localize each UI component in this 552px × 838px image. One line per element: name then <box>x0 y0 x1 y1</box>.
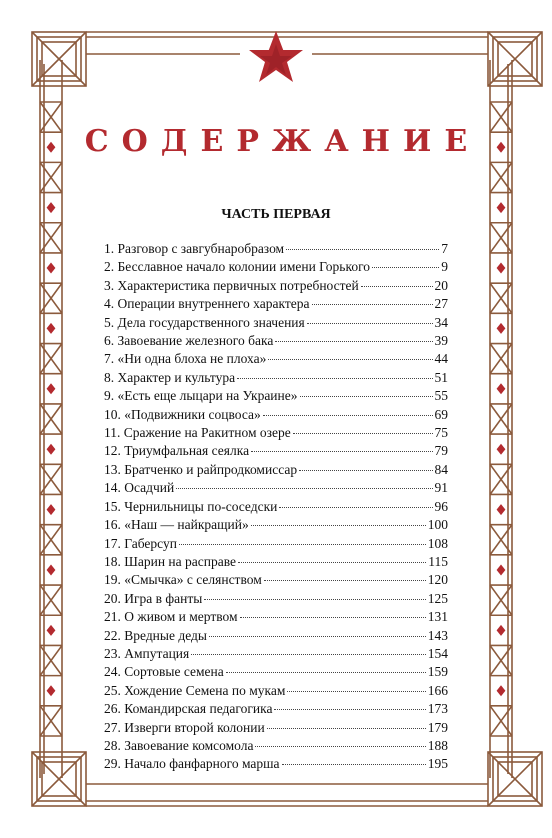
toc-entry-title: 18. Шарин на расправе <box>104 553 237 569</box>
toc-entry-page: 27 <box>434 296 448 312</box>
toc-entry-title: 26. Командирская педагогика <box>104 701 273 717</box>
toc-entry-title: 27. Изверги второй колонии <box>104 719 265 735</box>
toc-entry[interactable] <box>104 442 448 460</box>
toc-entry-title: 10. «Подвижники соцвоса» <box>104 406 261 422</box>
toc-entry-title: 12. Триумфальная сеялка <box>104 443 250 459</box>
toc-entry-page: 173 <box>427 701 448 717</box>
toc-entry[interactable] <box>104 332 448 350</box>
diamond-ornament <box>47 444 56 455</box>
toc-entry-page: 84 <box>434 461 448 477</box>
toc-entry[interactable] <box>104 314 448 332</box>
toc-entry-title: 24. Сортовые семена <box>104 664 224 680</box>
toc-entry-page: 154 <box>427 645 448 661</box>
toc-entry-page: 166 <box>427 682 448 698</box>
toc-entry[interactable] <box>104 369 448 387</box>
toc-entry[interactable] <box>104 627 448 645</box>
dot-leader <box>255 746 425 747</box>
toc-entry-page: 188 <box>427 737 448 753</box>
toc-entry[interactable] <box>104 277 448 295</box>
toc-entry[interactable] <box>104 608 448 626</box>
diamond-ornament <box>497 383 506 394</box>
toc-entry-page: 131 <box>427 609 448 625</box>
dot-leader <box>264 580 426 581</box>
dot-leader <box>226 672 426 673</box>
toc-entry[interactable] <box>104 719 448 737</box>
dot-leader <box>204 599 425 600</box>
toc-entry[interactable] <box>104 258 448 276</box>
toc-entry-title: 15. Чернильницы по-соседски <box>104 498 278 514</box>
toc-entry[interactable] <box>104 553 448 571</box>
toc-entry-title: 7. «Ни одна блоха не плоха» <box>104 351 267 367</box>
toc-entry-title: 29. Начало фанфарного марша <box>104 756 280 772</box>
toc-entry[interactable] <box>104 645 448 663</box>
diamond-ornament <box>497 625 506 636</box>
toc-entry-title: 8. Характер и культура <box>104 369 236 385</box>
diamond-ornament <box>497 444 506 455</box>
dot-leader <box>299 470 432 471</box>
toc-entry[interactable] <box>104 461 448 479</box>
diamond-ornament <box>47 323 56 334</box>
toc-entry-title: 2. Бесславное начало колонии имени Горького <box>104 259 371 275</box>
toc-entry[interactable] <box>104 424 448 442</box>
dot-leader <box>176 488 432 489</box>
toc-entry-title: 22. Вредные деды <box>104 627 207 643</box>
toc-entry-title: 28. Завоевание комсомола <box>104 737 254 753</box>
dot-leader <box>300 396 433 397</box>
toc-entry-title: 1. Разговор с завгубнаробразом <box>104 241 285 256</box>
toc-entry-page: 125 <box>427 590 448 606</box>
dot-leader <box>267 728 426 729</box>
diamond-ornament <box>47 504 56 515</box>
toc-entry-page: 100 <box>427 517 448 533</box>
toc-entry-title: 25. Хождение Семена по мукам <box>104 682 286 698</box>
toc-entry-title: 13. Братченко и райпродкомиссар <box>104 461 298 477</box>
toc-entry-title: 21. О живом и мертвом <box>104 609 238 625</box>
table-of-contents <box>104 240 448 774</box>
dot-leader <box>237 378 432 379</box>
diamond-ornament <box>47 685 56 696</box>
toc-entry-page: 34 <box>434 314 448 330</box>
toc-entry[interactable] <box>104 295 448 313</box>
dot-leader <box>251 451 432 452</box>
diamond-ornament <box>497 564 506 575</box>
toc-entry-title: 17. Габерсуп <box>104 535 177 551</box>
toc-entry-title: 16. «Наш — найкращий» <box>104 517 249 533</box>
toc-entry-title: 11. Сражение на Ракитном озере <box>104 425 291 441</box>
toc-entry[interactable] <box>104 755 448 773</box>
toc-entry-page: 20 <box>434 277 448 293</box>
toc-entry-page: 55 <box>434 388 448 404</box>
toc-entry[interactable] <box>104 535 448 553</box>
dot-leader <box>286 249 439 250</box>
toc-entry[interactable] <box>104 516 448 534</box>
toc-entry-page: 69 <box>434 406 448 422</box>
toc-entry-title: 6. Завоевание железного бака <box>104 333 274 349</box>
toc-entry-title: 3. Характеристика первичных потребностей <box>104 277 359 293</box>
dot-leader <box>209 636 426 637</box>
toc-entry-page: 7 <box>441 241 448 256</box>
dot-leader <box>279 507 432 508</box>
diamond-ornament <box>497 323 506 334</box>
dot-leader <box>293 433 433 434</box>
dot-leader <box>307 323 433 324</box>
toc-entry-page: 44 <box>434 351 448 367</box>
toc-entry-title: 9. «Есть еще лыцари на Украине» <box>104 388 298 404</box>
toc-entry-page: 51 <box>434 369 448 385</box>
toc-entry-page: 159 <box>427 664 448 680</box>
toc-entry-page: 108 <box>427 535 448 551</box>
toc-entry-title: 4. Операции внутреннего характера <box>104 296 310 312</box>
diamond-ornament <box>47 625 56 636</box>
toc-entry-title: 19. «Смычка» с селянством <box>104 572 262 588</box>
dot-leader <box>251 525 426 526</box>
toc-entry-page: 120 <box>427 572 448 588</box>
toc-entry-page: 91 <box>434 480 448 496</box>
page-title: СОДЕРЖАНИЕ <box>84 124 481 159</box>
toc-entry-title: 23. Ампутация <box>104 645 190 661</box>
dot-leader <box>312 304 433 305</box>
toc-entry-page: 195 <box>427 756 448 772</box>
diamond-ornament <box>47 383 56 394</box>
toc-entry[interactable] <box>104 479 448 497</box>
toc-entry[interactable] <box>104 590 448 608</box>
toc-entry-page: 75 <box>434 425 448 441</box>
toc-entry-page: 143 <box>427 627 448 643</box>
diamond-ornament <box>497 685 506 696</box>
toc-entry-page: 96 <box>434 498 448 514</box>
toc-entry-title: 14. Осадчий <box>104 480 175 496</box>
toc-entry[interactable] <box>104 350 448 368</box>
toc-entry-page: 179 <box>427 719 448 735</box>
toc-entry[interactable] <box>104 700 448 718</box>
toc-entry-title: 20. Игра в фанты <box>104 590 203 606</box>
toc-entry[interactable] <box>104 663 448 681</box>
section-heading: ЧАСТЬ ПЕРВАЯ <box>221 207 331 222</box>
dot-leader <box>372 267 439 268</box>
dot-leader <box>361 286 433 287</box>
dot-leader <box>263 415 433 416</box>
toc-entry[interactable] <box>104 387 448 405</box>
toc-entry-page: 9 <box>441 259 448 275</box>
toc-entry-page: 39 <box>434 333 448 349</box>
toc-entry[interactable] <box>104 406 448 424</box>
diamond-ornament <box>47 564 56 575</box>
dot-leader <box>274 709 425 710</box>
toc-entry[interactable] <box>104 571 448 589</box>
toc-entry[interactable] <box>104 240 448 258</box>
dot-leader <box>287 691 425 692</box>
toc-entry[interactable] <box>104 498 448 516</box>
dot-leader <box>240 617 426 618</box>
toc-entry-title: 5. Дела государственного значения <box>104 314 305 330</box>
dot-leader <box>282 764 426 765</box>
dot-leader <box>275 341 432 342</box>
toc-entry[interactable] <box>104 737 448 755</box>
dot-leader <box>268 359 432 360</box>
toc-entry[interactable] <box>104 682 448 700</box>
diamond-ornament <box>497 263 506 274</box>
dot-leader <box>191 654 426 655</box>
toc-entry-page: 79 <box>434 443 448 459</box>
diamond-ornament <box>47 263 56 274</box>
star-emblem <box>249 31 303 82</box>
diamond-ornament <box>497 504 506 515</box>
dot-leader <box>179 544 426 545</box>
toc-entry-page: 115 <box>428 553 448 569</box>
dot-leader <box>238 562 426 563</box>
